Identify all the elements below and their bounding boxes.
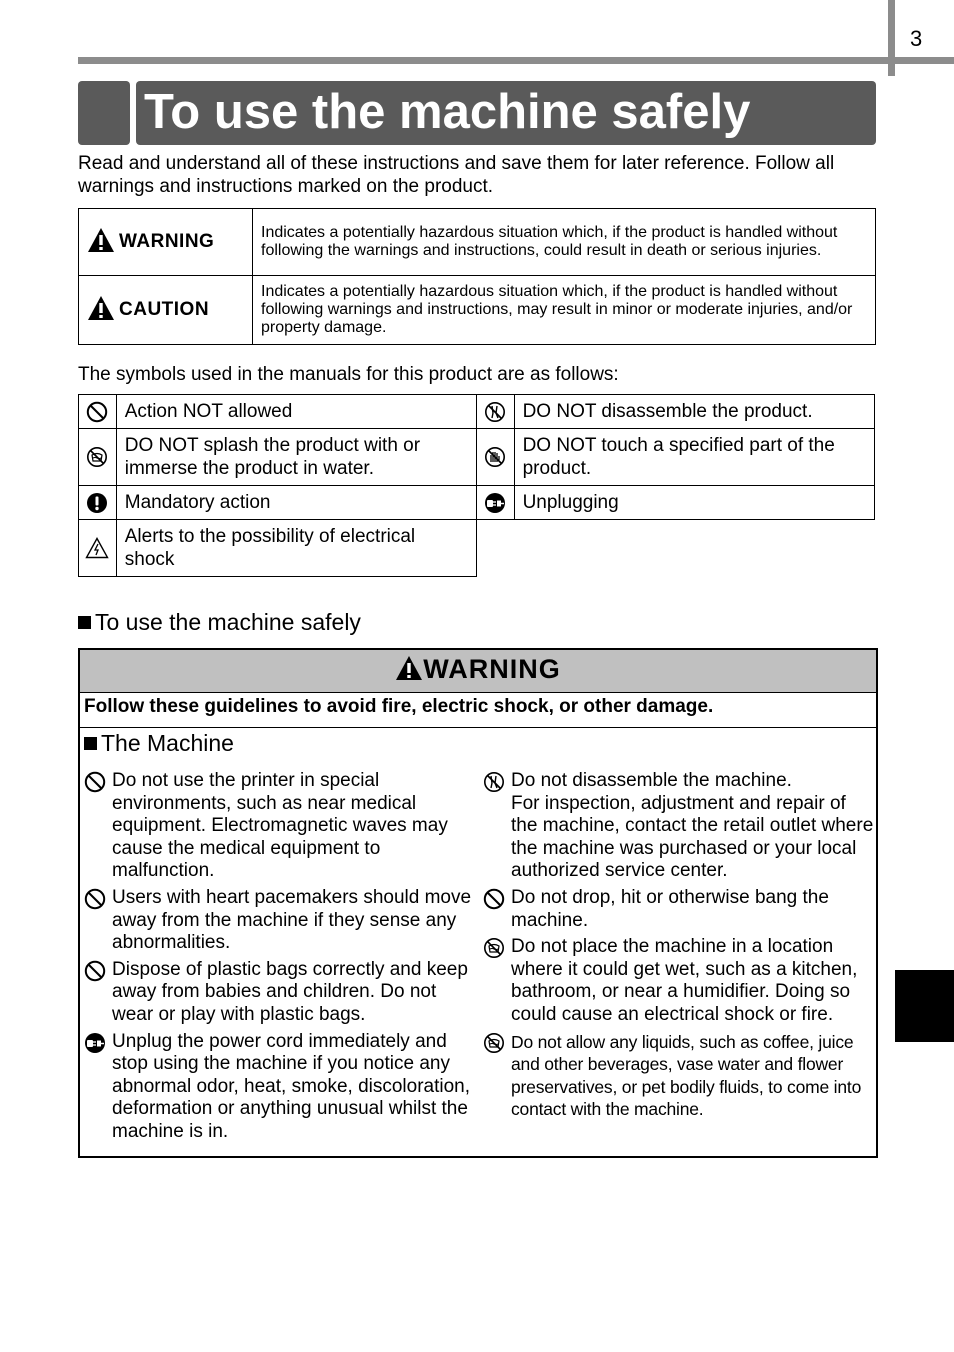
symbols-row — [79, 486, 875, 520]
symbol-description: Action NOT allowed — [116, 395, 476, 429]
warning-item-text: Do not disassemble the machine. — [511, 770, 792, 791]
title-marker-block — [78, 81, 130, 145]
no-water-icon — [483, 937, 505, 959]
warning-item-text: Do not use the printer in special environments, such as near medical equipment. Electromagnetic waves may cause the medical equipment to malfunction. — [112, 770, 448, 882]
symbol-description: DO NOT splash the product with or immerse the product in water. — [116, 429, 476, 486]
symbol-description: Unplugging — [514, 486, 874, 520]
no-disassemble-icon — [484, 401, 506, 423]
symbol-description: DO NOT disassemble the product. — [514, 395, 874, 429]
warning-box — [78, 648, 878, 1158]
square-bullet-icon — [78, 616, 91, 629]
symbols-intro: The symbols used in the manuals for this product are as follows: — [78, 364, 619, 385]
unplug-icon — [84, 1032, 106, 1054]
warning-item — [84, 887, 476, 955]
warning-item — [483, 936, 875, 1026]
warning-item — [84, 959, 476, 1027]
section-heading — [78, 609, 361, 636]
subheading — [84, 730, 234, 757]
prohibited-icon — [84, 771, 106, 793]
warning-item-text: Do not drop, hit or otherwise bang the machine. — [511, 886, 829, 931]
warning-item-text: Users with heart pacemakers should move away from the machine if they sense any abnormalities. — [112, 886, 472, 954]
symbol-description: Alerts to the possibility of electrical shock — [116, 520, 476, 577]
symbol-description: Mandatory action — [116, 486, 476, 520]
warning-item — [483, 770, 875, 883]
legend-label-cell — [79, 209, 253, 276]
electric-shock-icon — [85, 537, 109, 559]
warning-item — [84, 1031, 476, 1144]
subheading-text: The Machine — [101, 730, 234, 756]
mandatory-icon — [86, 492, 108, 514]
warning-header-label: WARNING — [423, 654, 561, 684]
warning-triangle-icon — [395, 655, 423, 681]
warning-item-text: Do not place the machine in a location where it could get wet, such as a kitchen, bathroom, or near a humidifier. Doing so could cause an electrical shock or fire. — [511, 936, 858, 1025]
no-water-icon — [86, 446, 108, 468]
symbols-row — [79, 395, 875, 429]
warning-item-text: Unplug the power cord immediately and stop using the machine if you notice any abnormal odor, heat, smoke, discoloration, deformation or anything unusual whilst the machine is in. — [112, 1030, 471, 1142]
header-rule — [78, 57, 893, 64]
legend-row-caution — [79, 276, 876, 345]
warning-item — [483, 1031, 875, 1121]
legend-row-warning — [79, 209, 876, 276]
divider — [80, 727, 876, 728]
warning-item — [84, 770, 476, 883]
header-rule-right — [895, 57, 954, 64]
symbol-description: DO NOT touch a specified part of the product. — [514, 429, 874, 486]
square-bullet-icon — [84, 737, 97, 750]
warning-item-text: Dispose of plastic bags correctly and keep away from babies and children. Do not wear or play with plastic bags. — [112, 958, 468, 1025]
section-heading-text: To use the machine safely — [95, 609, 361, 635]
prohibited-icon — [84, 888, 106, 910]
no-touch-icon — [484, 446, 506, 468]
no-water-icon — [483, 1032, 505, 1054]
warning-triangle-icon — [87, 227, 115, 253]
legend-description: Indicates a potentially hazardous situation which, if the product is handled without following warnings and instructions, may result in minor or moderate injuries, and/or property damage. — [253, 276, 876, 345]
unplug-icon — [484, 492, 506, 514]
warning-triangle-icon — [87, 295, 115, 321]
page-title: To use the machine safely — [144, 85, 751, 139]
legend-label-cell — [79, 276, 253, 345]
symbols-row — [79, 520, 875, 577]
header-vertical-rule — [888, 0, 895, 76]
prohibited-icon — [483, 888, 505, 910]
prohibited-icon — [84, 960, 106, 982]
legend-label: CAUTION — [119, 299, 210, 321]
warning-header — [80, 650, 876, 693]
warning-item-text: Do not allow any liquids, such as coffee, juice and other beverages, vase water and flower preservatives, or pet bodily fluids, to come into contact with the machine. — [511, 1031, 862, 1120]
warning-item — [483, 887, 875, 932]
symbols-row — [79, 429, 875, 486]
symbols-table — [78, 394, 875, 577]
page-number: 3 — [910, 26, 923, 51]
warning-column-right — [483, 770, 875, 1125]
guideline-text: Follow these guidelines to avoid fire, electric shock, or other damage. — [84, 696, 714, 717]
legend-label: WARNING — [119, 231, 215, 253]
prohibited-icon — [86, 401, 108, 423]
warning-column-left — [84, 770, 476, 1148]
intro-paragraph: Read and understand all of these instructions and save them for later reference. Follow all warnings and instructions marked on the product. — [78, 153, 835, 197]
no-disassemble-icon — [483, 771, 505, 793]
legend-description: Indicates a potentially hazardous situation which, if the product is handled without following the warnings and instructions, could result in death or serious injuries. — [253, 209, 876, 276]
warning-item-text-secondary: For inspection, adjustment and repair of the machine, contact the retail outlet where the machine was purchased or your local authorized service center. — [511, 792, 874, 882]
chapter-thumb-tab — [895, 970, 954, 1042]
hazard-legend-table — [78, 208, 876, 345]
